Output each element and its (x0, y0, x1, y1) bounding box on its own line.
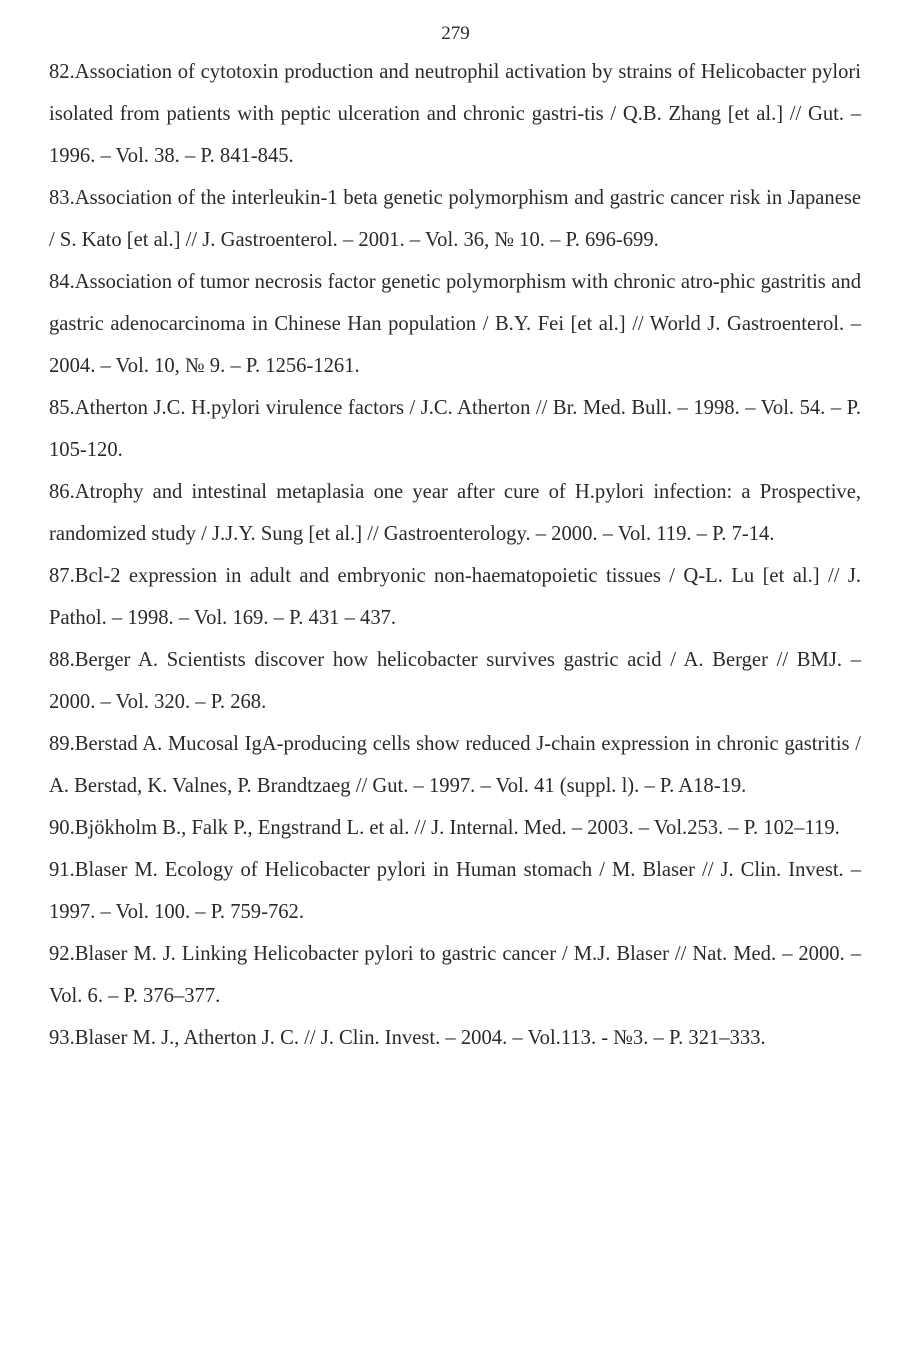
reference-text: Atrophy and intestinal metaplasia one year after cure of H.pylori infection: a Prospective, randomized study / J.J.Y. Sung [et al.] // Gastroenterology. – 2000. – Vol. 119. – P. 7-14. (49, 481, 861, 545)
page-number: 279 (441, 23, 470, 44)
reference-number: 85. (49, 397, 75, 419)
reference-item (49, 849, 861, 933)
reference-number: 88. (49, 649, 75, 671)
reference-text: Association of the interleukin-1 beta genetic polymorphism and gastric cancer risk in Japanese / S. Kato [et al.] // J. Gastroenterol. – 2001. – Vol. 36, № 10. – P. 696-699. (49, 187, 861, 251)
reference-number: 87. (49, 565, 75, 587)
reference-text: Blaser M. J., Atherton J. C. // J. Clin. Invest. – 2004. – Vol.113. - №3. – P. 321–333. (74, 1027, 766, 1049)
reference-item (49, 639, 861, 723)
reference-item (49, 177, 861, 261)
reference-number: 93. (49, 1027, 75, 1049)
reference-list (49, 51, 861, 1059)
reference-number: 84. (49, 271, 75, 293)
reference-text: Association of tumor necrosis factor genetic polymorphism with chronic atro-phic gastritis and gastric adenocarcinoma in Chinese Han population / B.Y. Fei [et al.] // World J. Gastroenterol. – 2004. – Vol. 10, № 9. – P. 1256-1261. (49, 271, 861, 377)
reference-text: Association of cytotoxin production and neutrophil activation by strains of Helicobacter pylori isolated from patients with peptic ulceration and chronic gastri-tis / Q.B. Zhang [et al.] // Gut. – 1996. – Vol. 38. – P. 841-845. (49, 61, 861, 167)
reference-text: Atherton J.C. H.pylori virulence factors / J.C. Atherton // Br. Med. Bull. – 1998. – Vol. 54. – P. 105-120. (49, 397, 861, 461)
reference-number: 86. (49, 481, 75, 503)
reference-text: Blaser M. J. Linking Helicobacter pylori to gastric cancer / M.J. Blaser // Nat. Med. – 2000. – Vol. 6. – P. 376–377. (49, 943, 861, 1007)
reference-number: 83. (49, 187, 75, 209)
reference-text: Berger A. Scientists discover how helicobacter survives gastric acid / A. Berger // BMJ. – 2000. – Vol. 320. – P. 268. (49, 649, 861, 713)
reference-item (49, 471, 861, 555)
reference-item (49, 261, 861, 387)
reference-number: 90. (49, 817, 75, 839)
reference-text: Bcl-2 expression in adult and embryonic non-haematopoietic tissues / Q-L. Lu [et al.] // J. Pathol. – 1998. – Vol. 169. – P. 431 – 437. (49, 565, 861, 629)
reference-number: 91. (49, 859, 75, 881)
reference-item (49, 723, 861, 807)
reference-item (49, 807, 861, 849)
reference-item (49, 933, 861, 1017)
reference-text: Bjӧkholm B., Falk P., Engstrand L. et al. // J. Internal. Med. – 2003. – Vol.253. – P. 102–119. (74, 817, 840, 839)
reference-number: 89. (49, 733, 75, 755)
reference-text: Berstad A. Mucosal IgA-producing cells show reduced J-chain expression in chronic gastritis / A. Berstad, K. Valnes, P. Brandtzaeg // Gut. – 1997. – Vol. 41 (suppl. l). – P. A18-19. (49, 733, 861, 797)
reference-item (49, 555, 861, 639)
reference-text: Blaser M. Ecology of Helicobacter pylori in Human stomach / M. Blaser // J. Clin. Invest. – 1997. – Vol. 100. – P. 759-762. (49, 859, 861, 923)
reference-number: 82. (49, 61, 75, 83)
reference-item (49, 51, 861, 177)
reference-item (49, 1017, 861, 1059)
reference-number: 92. (49, 943, 75, 965)
reference-item (49, 387, 861, 471)
